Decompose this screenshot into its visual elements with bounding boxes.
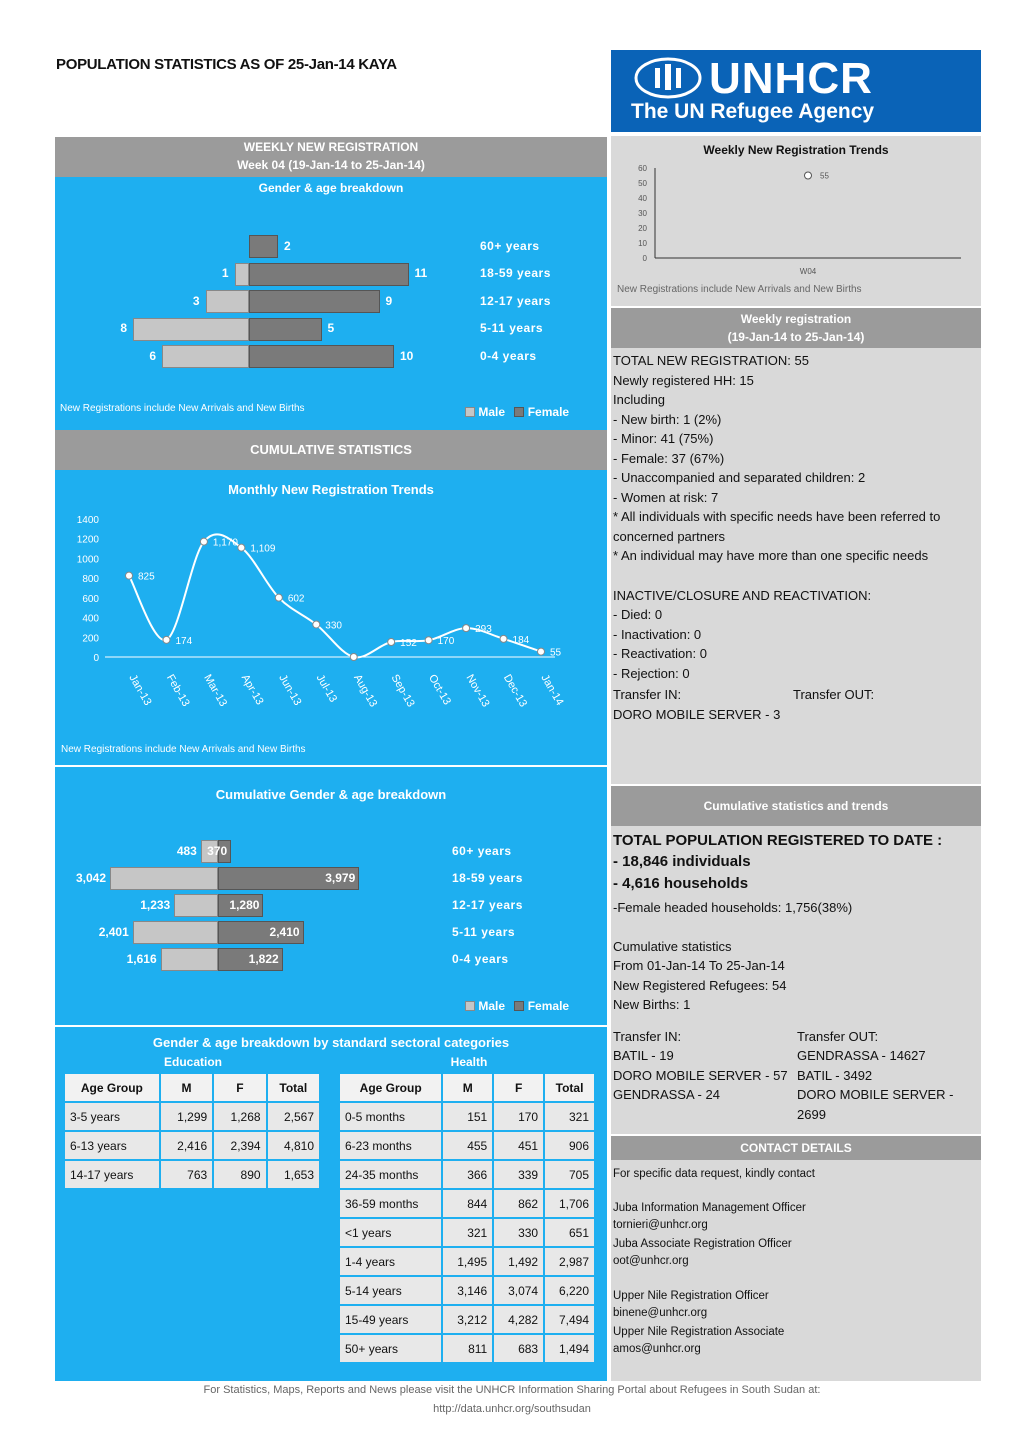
- column-header: M: [442, 1073, 493, 1102]
- table-cell: 3-5 years: [64, 1102, 160, 1131]
- data-point: [350, 654, 357, 661]
- table-cell: 651: [544, 1218, 595, 1247]
- female-value: 1,280: [229, 897, 260, 912]
- contact-jar-officer: Juba Associate Registration Officer: [613, 1238, 792, 1250]
- table-cell: 36-59 months: [339, 1189, 442, 1218]
- footer-text: For Statistics, Maps, Reports and News please visit the UNHCR Information Sharing Portal about Refugees in South Sudan at:: [203, 1384, 821, 1396]
- weekly-summary-title: Weekly registration: [740, 312, 852, 326]
- y-tick-label: 10: [638, 239, 647, 248]
- male-value: 1,233: [140, 897, 171, 912]
- data-label: 55: [550, 647, 562, 659]
- data-label: 330: [325, 620, 342, 632]
- table-cell: 0-5 months: [339, 1102, 442, 1131]
- footer-link[interactable]: http://data.unhcr.org/southsudan: [433, 1403, 591, 1415]
- table-cell: 2,567: [267, 1102, 320, 1131]
- table-cell: 1,494: [544, 1334, 595, 1363]
- male-bar: [206, 290, 250, 313]
- table-cell: 3,212: [442, 1305, 493, 1334]
- table-cell: 763: [160, 1160, 213, 1189]
- table-cell: 366: [442, 1160, 493, 1189]
- table-cell: 170: [493, 1102, 544, 1131]
- new-births: New Births: 1: [613, 997, 691, 1012]
- table-row: [339, 1276, 595, 1305]
- data-label: 174: [175, 635, 193, 647]
- text-line: Newly registered HH: 15: [613, 372, 754, 388]
- x-tick-label: Mar-13: [201, 672, 230, 709]
- table-cell: 321: [544, 1102, 595, 1131]
- legend-female-swatch: [514, 1001, 524, 1011]
- weekly-gender-subheader: Gender & age breakdown: [258, 181, 404, 195]
- text-line: * An individual may have more than one specific needs: [613, 548, 929, 563]
- sectoral-panel: [55, 1027, 607, 1381]
- weekly-trend-note: New Registrations include New Arrivals and New Births: [617, 284, 862, 295]
- table-cell: 5-14 years: [339, 1276, 442, 1305]
- text-line: - Died: 0: [613, 607, 663, 622]
- text-line: GENDRASSA - 14627: [797, 1048, 926, 1063]
- male-value: 2,401: [98, 924, 129, 939]
- male-bar: [235, 263, 250, 286]
- age-group-label: 18-59 years: [480, 266, 551, 280]
- data-point: [163, 636, 170, 643]
- data-point: [388, 639, 395, 646]
- data-point: [200, 538, 207, 545]
- female-value: 3,979: [325, 870, 356, 885]
- cumulative-period: From 01-Jan-14 To 25-Jan-14: [613, 958, 785, 973]
- table-cell: 3,146: [442, 1276, 493, 1305]
- female-value: 2,410: [269, 924, 300, 939]
- weekly-trend-title: Weekly New Registration Trends: [703, 143, 889, 157]
- cumulative-gender-panel: [55, 767, 607, 1025]
- education-table: [63, 1072, 321, 1190]
- x-tick-label: Apr-13: [238, 672, 266, 708]
- column-header: M: [160, 1073, 213, 1102]
- female-bar: [249, 318, 322, 341]
- text-line: BATIL - 3492: [797, 1067, 873, 1083]
- weekly-summary-header: [611, 308, 981, 348]
- data-label: 1,170: [212, 537, 238, 549]
- text-line: TOTAL NEW REGISTRATION: 55: [613, 353, 809, 368]
- cumulative-trends-header: Cumulative statistics and trends: [611, 786, 981, 826]
- table-cell: 14-17 years: [64, 1160, 160, 1189]
- legend-male-swatch: [465, 1001, 475, 1011]
- table-cell: 1,653: [267, 1160, 320, 1189]
- contact-una-email[interactable]: amos@unhcr.org: [613, 1343, 701, 1355]
- table-cell: 1,268: [213, 1102, 266, 1131]
- sectoral-title: Gender & age breakdown by standard sectoral categories: [152, 1035, 510, 1050]
- cum-transfer-out-list: [797, 1046, 977, 1124]
- table-cell: 1,706: [544, 1189, 595, 1218]
- x-tick-label: Sep-13: [388, 672, 417, 710]
- education-label: Education: [163, 1055, 222, 1069]
- table-cell: 2,394: [213, 1131, 266, 1160]
- table-row: [339, 1334, 595, 1363]
- data-point: [805, 172, 812, 179]
- page-title: POPULATION STATISTICS AS OF 25-Jan-14 KAYA: [56, 56, 397, 73]
- unhcr-emblem-icon: [633, 56, 703, 100]
- data-label: 184: [512, 634, 530, 646]
- x-tick-label: Jul-13: [313, 672, 340, 705]
- female-bar: [249, 345, 394, 368]
- contact-panel: [611, 1160, 981, 1381]
- transfer-in-value: DORO MOBILE SERVER - 3: [613, 707, 781, 722]
- column-header: Total: [267, 1073, 320, 1102]
- y-tick-label: 0: [642, 254, 647, 263]
- transfer-out-label: Transfer OUT:: [793, 687, 875, 702]
- x-tick-label: Feb-13: [163, 672, 192, 709]
- table-cell: 1,299: [160, 1102, 213, 1131]
- table-cell: 683: [493, 1334, 544, 1363]
- data-point: [126, 572, 133, 579]
- data-label: 825: [138, 571, 155, 583]
- male-value: 483: [176, 843, 197, 858]
- table-row: [64, 1131, 320, 1160]
- table-row: [339, 1160, 595, 1189]
- x-tick-label: Oct-13: [426, 672, 453, 708]
- contact-intro: For specific data request, kindly contact: [613, 1168, 815, 1180]
- x-tick-label: Nov-13: [463, 672, 492, 710]
- column-header: F: [493, 1073, 544, 1102]
- data-point: [425, 637, 432, 644]
- table-cell: 2,987: [544, 1247, 595, 1276]
- text-line: - Female: 37 (67%): [613, 450, 725, 466]
- female-value: 11: [414, 266, 428, 280]
- female-bar: [249, 290, 380, 313]
- table-cell: 6-13 years: [64, 1131, 160, 1160]
- table-cell: 330: [493, 1218, 544, 1247]
- table-cell: 50+ years: [339, 1334, 442, 1363]
- male-bar: [110, 867, 218, 890]
- table-cell: 7,494: [544, 1305, 595, 1334]
- cumulative-stats-panel: [611, 826, 981, 1134]
- table-cell: 4,810: [267, 1131, 320, 1160]
- legend-female-label: Female: [527, 999, 570, 1013]
- table-cell: 6-23 months: [339, 1131, 442, 1160]
- table-row: [339, 1247, 595, 1276]
- table-cell: 6,220: [544, 1276, 595, 1305]
- table-cell: 1,495: [442, 1247, 493, 1276]
- male-value: 6: [149, 348, 156, 363]
- inactive-lines: [613, 605, 707, 683]
- text-line: * All individuals with specific needs have been referred to concerned partners: [613, 509, 941, 544]
- y-tick-label: 30: [638, 209, 647, 218]
- contact-un-email[interactable]: binene@unhcr.org: [613, 1307, 708, 1319]
- weekly-gender-panel: [55, 177, 607, 430]
- table-cell: 1-4 years: [339, 1247, 442, 1276]
- unhcr-logo: [611, 50, 981, 132]
- text-line: GENDRASSA - 24: [613, 1087, 720, 1102]
- male-value: 3: [192, 293, 200, 308]
- y-tick-label: 20: [638, 224, 647, 233]
- table-cell: 1,492: [493, 1247, 544, 1276]
- legend-male-label: Male: [478, 999, 506, 1013]
- data-label: 602: [287, 593, 305, 605]
- y-tick-label: 1400: [76, 515, 99, 526]
- data-point: [275, 594, 282, 601]
- contact-un-officer: Upper Nile Registration Officer: [613, 1290, 769, 1302]
- age-group-label: 0-4 years: [452, 951, 509, 966]
- age-group-label: 60+ years: [480, 238, 540, 253]
- legend-male-swatch: [465, 407, 475, 417]
- age-group-label: 60+ years: [452, 843, 512, 858]
- x-tick-label: Dec-13: [500, 672, 530, 710]
- y-tick-label: 200: [82, 633, 99, 645]
- total-population-label: TOTAL POPULATION REGISTERED TO DATE :: [613, 832, 943, 849]
- table-row: [339, 1131, 595, 1160]
- contact-jim-email[interactable]: tornieri@unhcr.org: [613, 1219, 708, 1231]
- monthly-trend-panel: [55, 470, 607, 765]
- female-value: 9: [385, 293, 393, 308]
- legend-male-label: Male: [478, 405, 506, 419]
- logo-wordmark: UNHCR: [709, 54, 873, 103]
- y-tick-label: 40: [638, 194, 647, 203]
- female-bar: [249, 263, 409, 286]
- age-group-label: 18-59 years: [452, 870, 523, 885]
- table-row: [64, 1160, 320, 1189]
- table-cell: 3,074: [493, 1276, 544, 1305]
- logo-tagline: The UN Refugee Agency: [631, 100, 875, 123]
- male-bar: [162, 345, 249, 368]
- monthly-note: New Registrations include New Arrivals and New Births: [61, 744, 306, 755]
- table-cell: 321: [442, 1218, 493, 1247]
- data-point: [500, 635, 507, 642]
- text-line: - Reactivation: 0: [613, 646, 707, 661]
- text-line: - Unaccompanied and separated children: 2: [613, 470, 866, 485]
- table-cell: 339: [493, 1160, 544, 1189]
- cumulative-stats-title: Cumulative statistics: [613, 939, 732, 954]
- text-line: - Rejection: 0: [613, 665, 690, 681]
- column-header: Age Group: [64, 1073, 160, 1102]
- text-line: - Women at risk: 7: [613, 489, 719, 505]
- female-bar: [249, 235, 278, 258]
- contact-jar-email[interactable]: oot@unhcr.org: [613, 1255, 689, 1267]
- text-line: DORO MOBILE SERVER - 57: [613, 1067, 788, 1083]
- male-value: 1: [221, 266, 229, 280]
- table-cell: 455: [442, 1131, 493, 1160]
- table-cell: 705: [544, 1160, 595, 1189]
- data-label: 55: [820, 171, 829, 181]
- y-tick-label: 1200: [76, 534, 99, 546]
- table-cell: 451: [493, 1131, 544, 1160]
- cumulative-gender-title: Cumulative Gender & age breakdown: [215, 787, 447, 802]
- table-cell: 844: [442, 1189, 493, 1218]
- male-value: 8: [120, 321, 127, 335]
- female-value: 2: [284, 238, 291, 253]
- text-line: DORO MOBILE SERVER - 2699: [797, 1087, 954, 1122]
- contact-una-associate: Upper Nile Registration Associate: [613, 1326, 785, 1338]
- table-cell: <1 years: [339, 1218, 442, 1247]
- table-row: [339, 1102, 595, 1131]
- health-table: [338, 1072, 596, 1364]
- table-cell: 890: [213, 1160, 266, 1189]
- y-tick-label: 60: [638, 164, 647, 173]
- age-group-label: 5-11 years: [480, 321, 544, 335]
- data-point: [238, 544, 245, 551]
- weekly-summary-dates: (19-Jan-14 to 25-Jan-14): [727, 330, 865, 344]
- data-point: [538, 648, 545, 655]
- table-row: [339, 1305, 595, 1334]
- table-row: [64, 1102, 320, 1131]
- data-label: 152: [400, 638, 417, 650]
- total-individuals: - 18,846 individuals: [613, 853, 751, 870]
- table-cell: 24-35 months: [339, 1160, 442, 1189]
- weekly-header-week: Week 04 (19-Jan-14 to 25-Jan-14): [237, 158, 425, 172]
- male-value: 3,042: [75, 870, 106, 885]
- y-tick-label: 600: [82, 593, 99, 605]
- contact-jim-officer: Juba Information Management Officer: [613, 1202, 806, 1214]
- table-cell: 2,416: [160, 1131, 213, 1160]
- cum-transfer-out-label: Transfer OUT:: [797, 1029, 879, 1044]
- column-header: F: [213, 1073, 266, 1102]
- female-headed-households: -Female headed households: 1,756(38%): [613, 900, 853, 915]
- new-registered-refugees: New Registered Refugees: 54: [613, 978, 787, 993]
- cum-transfer-in-label: Transfer IN:: [613, 1029, 682, 1044]
- y-tick-label: 400: [82, 613, 99, 625]
- data-label: 1,109: [250, 543, 276, 555]
- monthly-chart-title: Monthly New Registration Trends: [228, 482, 434, 497]
- text-line: BATIL - 19: [613, 1048, 674, 1063]
- monthly-line-chart: [55, 470, 607, 765]
- weekly-note: New Registrations include New Arrivals and New Births: [60, 403, 305, 414]
- data-point: [313, 621, 320, 628]
- y-tick-label: 50: [638, 179, 647, 188]
- female-value: 5: [327, 321, 335, 335]
- weekly-summary-panel: [611, 348, 981, 784]
- female-value: 370: [207, 843, 228, 858]
- text-line: - Minor: 41 (75%): [613, 431, 714, 446]
- total-households: - 4,616 households: [613, 875, 749, 892]
- y-tick-label: 0: [93, 653, 99, 664]
- data-point: [463, 625, 470, 632]
- table-cell: 811: [442, 1334, 493, 1363]
- column-header: Age Group: [339, 1073, 442, 1102]
- table-cell: 862: [493, 1189, 544, 1218]
- weekly-header-title: WEEKLY NEW REGISTRATION: [243, 140, 419, 154]
- x-tick-label: Jan-14: [538, 672, 566, 708]
- table-row: [339, 1218, 595, 1247]
- male-bar: [133, 318, 249, 341]
- table-cell: 906: [544, 1131, 595, 1160]
- text-line: Including: [613, 392, 666, 407]
- data-label: 293: [475, 624, 492, 636]
- table-cell: 15-49 years: [339, 1305, 442, 1334]
- y-tick-label: 800: [82, 574, 99, 586]
- cumulative-statistics-header: CUMULATIVE STATISTICS: [55, 430, 607, 470]
- contact-header: CONTACT DETAILS: [611, 1136, 981, 1160]
- age-group-label: 12-17 years: [480, 293, 551, 308]
- x-tick-label: Aug-13: [351, 672, 380, 710]
- health-label: Health: [450, 1055, 488, 1069]
- cumulative-legend: [465, 999, 569, 1013]
- male-value: 1,616: [126, 951, 157, 966]
- table-cell: 4,282: [493, 1305, 544, 1334]
- age-group-label: 12-17 years: [452, 897, 523, 912]
- male-bar: [174, 894, 218, 917]
- age-group-label: 0-4 years: [480, 348, 537, 363]
- table-row: [339, 1189, 595, 1218]
- y-tick-label: 1000: [76, 554, 99, 566]
- text-line: - New birth: 1 (2%): [613, 411, 722, 427]
- x-tick-label: Jun-13: [276, 672, 304, 708]
- male-bar: [161, 948, 218, 971]
- female-value: 10: [400, 348, 414, 363]
- transfer-in-label: Transfer IN:: [613, 687, 682, 702]
- weekly-registration-header: [55, 137, 607, 177]
- x-tick-label: Jan-13: [126, 672, 154, 708]
- x-tick-label: W04: [799, 267, 817, 276]
- weekly-summary-lines: [613, 351, 979, 566]
- cum-transfer-in-list: [613, 1046, 795, 1105]
- legend-female-swatch: [514, 407, 524, 417]
- column-header: Total: [544, 1073, 595, 1102]
- weekly-trend-chart: [611, 136, 981, 306]
- table-cell: 151: [442, 1102, 493, 1131]
- legend-female-label: Female: [527, 405, 570, 419]
- age-group-label: 5-11 years: [452, 924, 516, 939]
- data-label: 170: [437, 636, 455, 648]
- text-line: - Inactivation: 0: [613, 626, 702, 642]
- weekly-legend: [465, 405, 569, 419]
- weekly-trend-panel: [611, 136, 981, 306]
- male-bar: [133, 921, 218, 944]
- female-value: 1,822: [248, 951, 279, 966]
- inactive-title: INACTIVE/CLOSURE AND REACTIVATION:: [613, 588, 872, 603]
